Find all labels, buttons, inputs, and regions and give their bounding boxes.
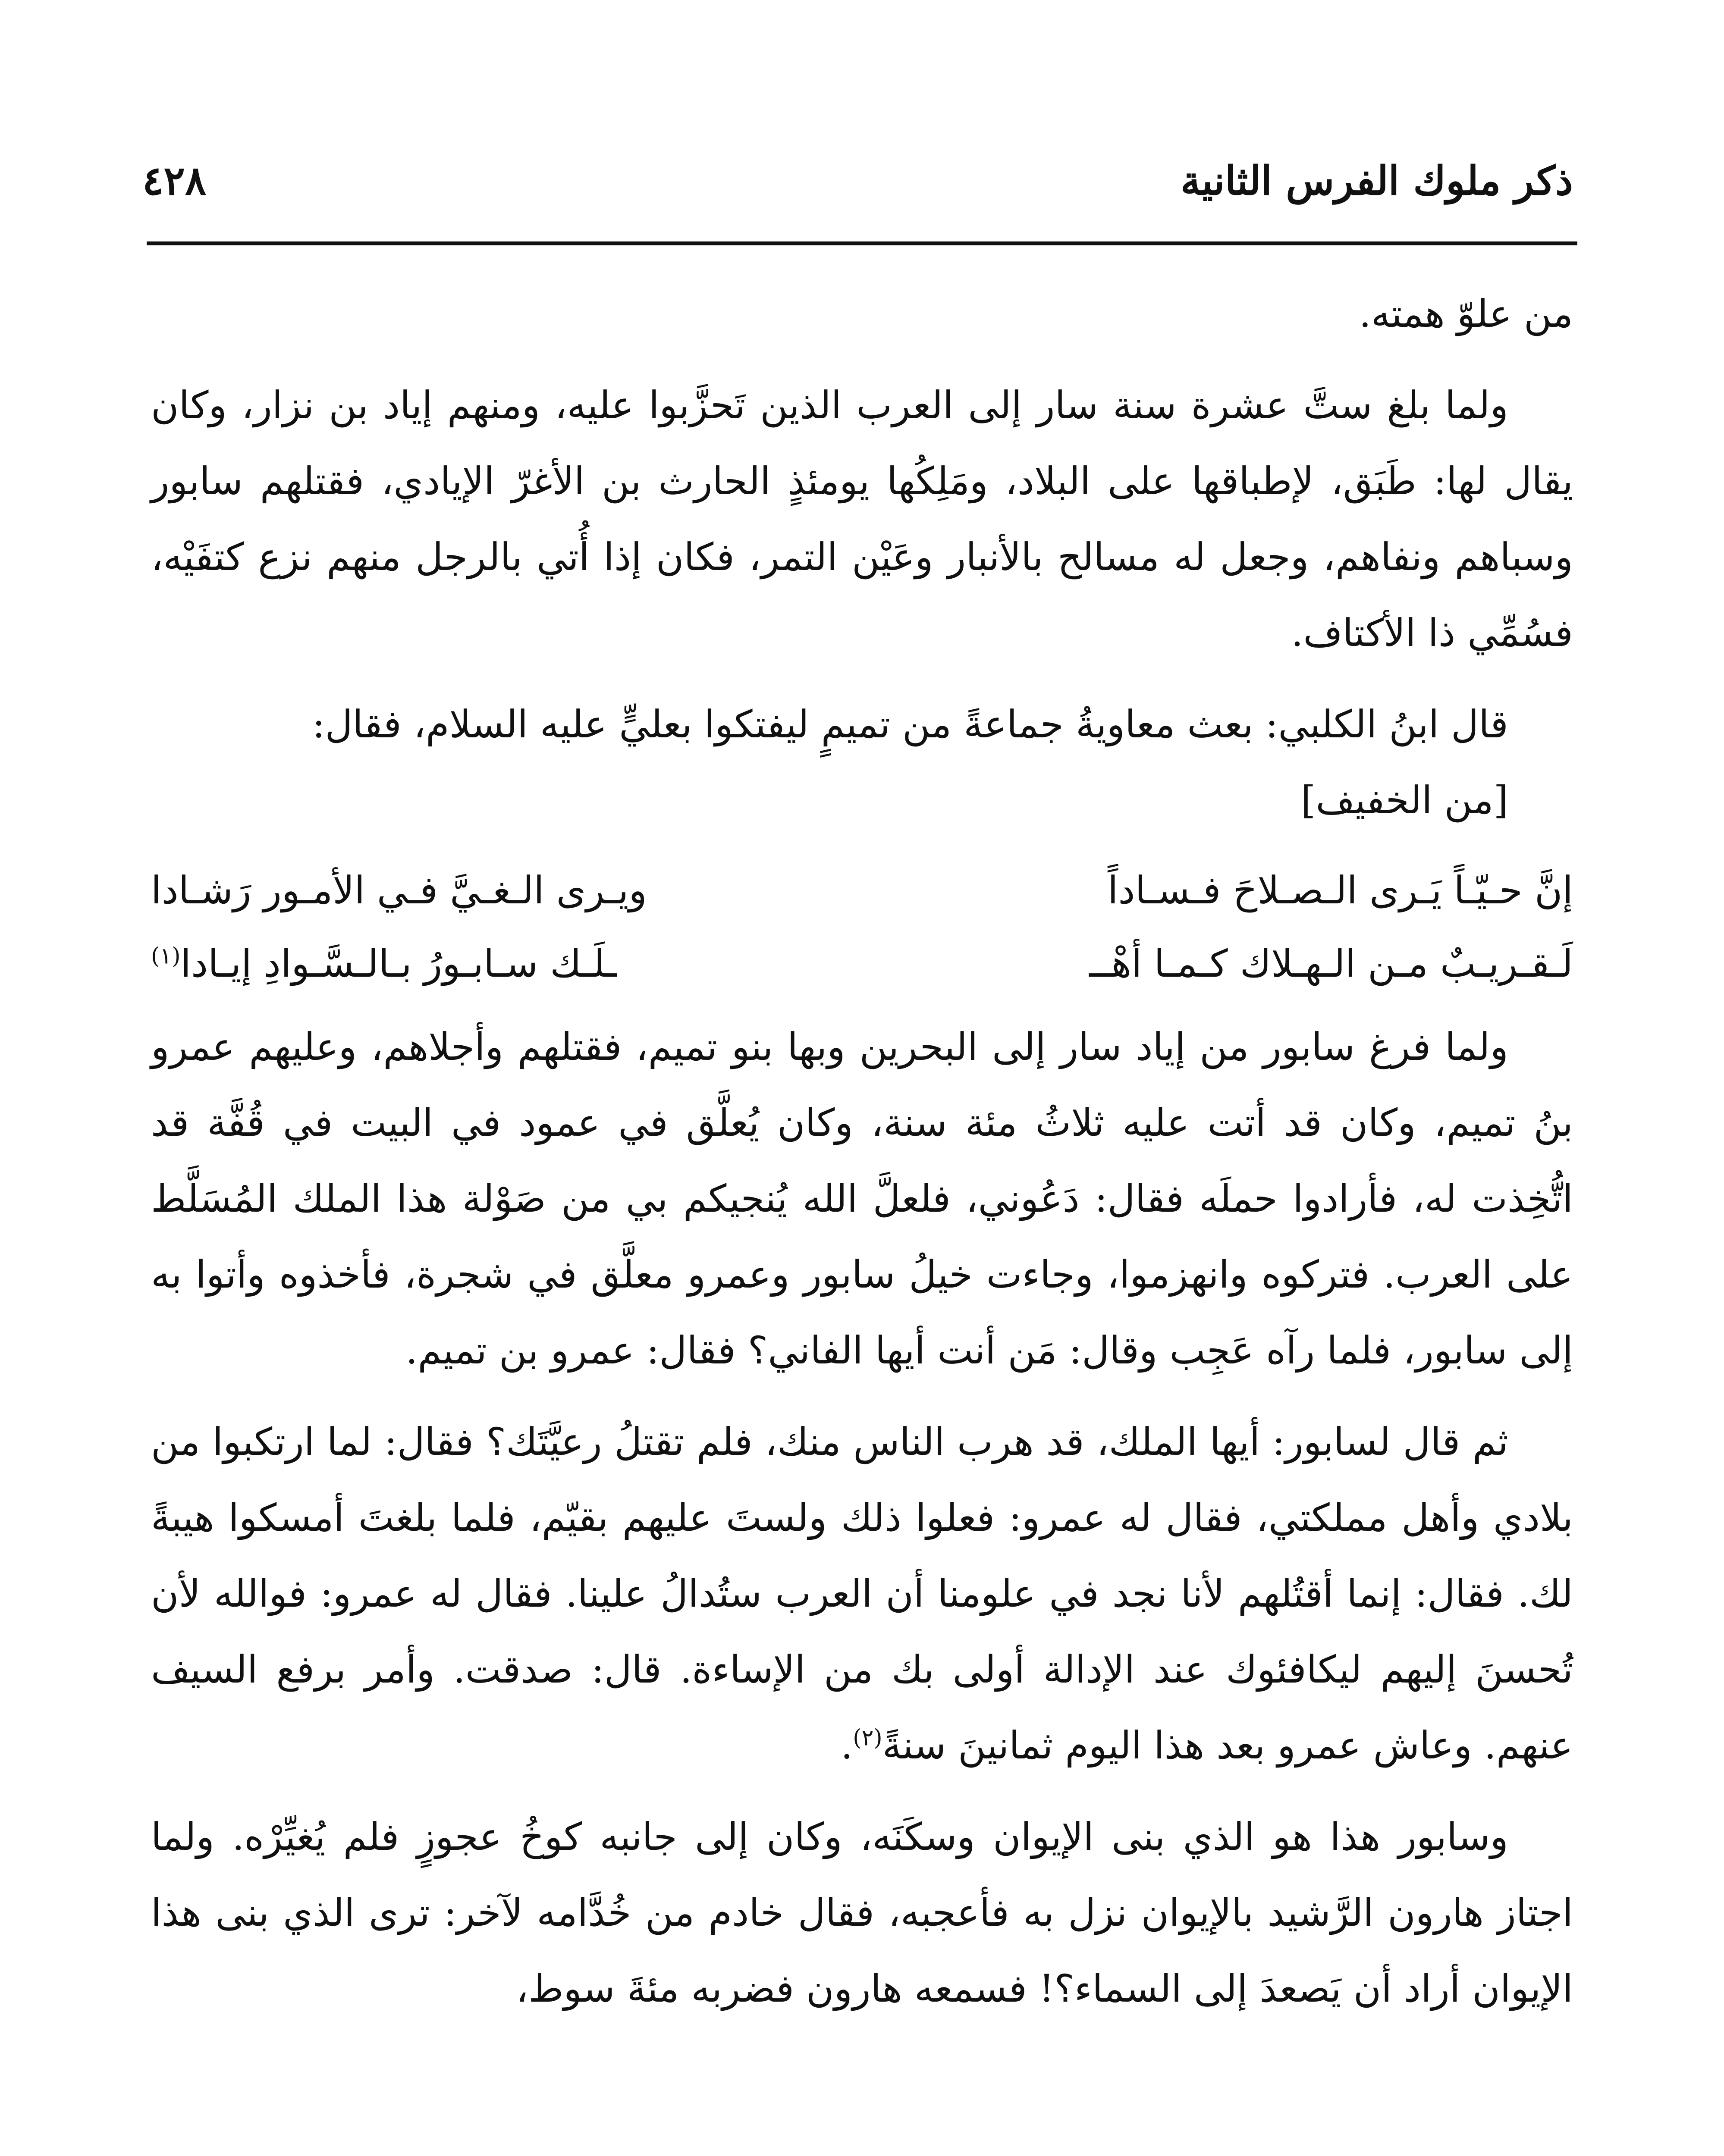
paragraph-3-text: قال ابنُ الكلبي: بعث معاويةُ جماعةً من تميمٍ ليفتكوا بعليٍّ عليه السلام، فقال: (312, 702, 1508, 746)
paragraph-1: من علوّ همته. (1359, 291, 1573, 336)
poem-verse-1 (151, 854, 1573, 927)
poem-verse-2 (151, 927, 1573, 1000)
paragraph-5-text: ثم قال لسابور: أيها الملك، قد هرب الناس منك، فلم تقتلُ رعيَّتَك؟ فقال: لما ارتكبوا من بلادي وأهل مملكتي، فقال له عمرو: فعلوا ذلك ولستَ عليهم بقيّم، فلما بلغتَ أمسكوا هيبةً لك. فقال: إنما أقتُلهم لأنا نجد في علومنا أن العرب ستُدالُ علينا. فقال له عمرو: فوالله لأن تُحسنَ إليهم ليكافئوك عند الإدالة أولى بك من الإساءة. قال: صدقت. وأمر برفع السيف عنهم. وعاش عمرو بعد هذا اليوم ثمانينَ سنةً (151, 1420, 1573, 1767)
header-rule (147, 241, 1577, 245)
verse-1-first-hemistich: إنَّ حـيّـاً يَـرى الـصـلاحَ فـسـاداً (1107, 868, 1573, 912)
page-number: ٤٢٨ (142, 157, 207, 204)
running-header-title: ذكر ملوك الفرس الثانية (1181, 157, 1573, 204)
poem (151, 854, 1573, 1000)
paragraph-4: ولما فرغ سابور من إياد سار إلى البحرين وبها بنو تميم، فقتلهم وأجلاهم، وعليهم عمرو بنُ تميم، وكان قد أتت عليه ثلاثُ مئة سنة، وكان يُعلَّق في عمود في البيت في قُفَّة قد اتُّخِذت له، فأرادوا حملَه فقال: دَعُوني، فلعلَّ الله يُنجيكم بي من صَوْلة هذا الملك المُسَلَّط على العرب. فتركوه وانهزموا، وجاءت خيلُ سابور وعمرو معلَّق في شجرة، فأخذوه وأتوا به إلى سابور، فلما رآه عَجِب وقال: مَن أنت أيها الفاني؟ فقال: عمرو بن تميم. (151, 1025, 1573, 1373)
paragraph-3 (151, 686, 1573, 838)
poetry-meter-label: [من الخفيف] (1301, 778, 1508, 822)
footnote-ref-1[interactable]: (١) (151, 943, 181, 969)
paragraph-6: وسابور هذا هو الذي بنى الإيوان وسكَنَه، وكان إلى جانبه كوخُ عجوزٍ فلم يُغيِّرْه. ولما اجتاز هارون الرَّشيد بالإيوان نزل به فأعجبه، فقال خادم من خُدَّامه لآخر: ترى الذي بنى هذا الإيوان أراد أن يَصعدَ إلى السماء؟! فسمعه هارون فضربه مئةَ سوط، (151, 1814, 1573, 2011)
paragraph-5-end: . (841, 1723, 853, 1767)
verse-2-first-hemistich: لَـقـريـبٌ مـن الـهـلاك كـمـا أهْــ (1089, 941, 1573, 986)
footnote-ref-2[interactable]: (٢) (853, 1725, 882, 1751)
verse-1-second-hemistich: ويـرى الـغـيَّ فـي الأمـور رَشـادا (151, 868, 647, 912)
main-text (151, 276, 1573, 2042)
verse-2-second-hemistich-text: ـلَـك سـابـورُ بـالـسَّـوادِ إيـادا (180, 941, 617, 986)
paragraph-2: ولما بلغ ستَّ عشرة سنة سار إلى العرب الذين تَحزَّبوا عليه، ومنهم إياد بن نزار، وكان يقال لها: طَبَق، لإطباقها على البلاد، ومَلِكُها يومئذٍ الحارث بن الأغرّ الإيادي، فقتلهم سابور وسباهم ونفاهم، وجعل له مسالح بالأنبار وعَيْن التمر، فكان إذا أُتي بالرجل منهم نزع كتفَيْه، فسُمِّي ذا الأكتاف. (151, 383, 1573, 655)
verse-2-second-hemistich (151, 927, 805, 1000)
paragraph-5 (151, 1404, 1573, 1783)
